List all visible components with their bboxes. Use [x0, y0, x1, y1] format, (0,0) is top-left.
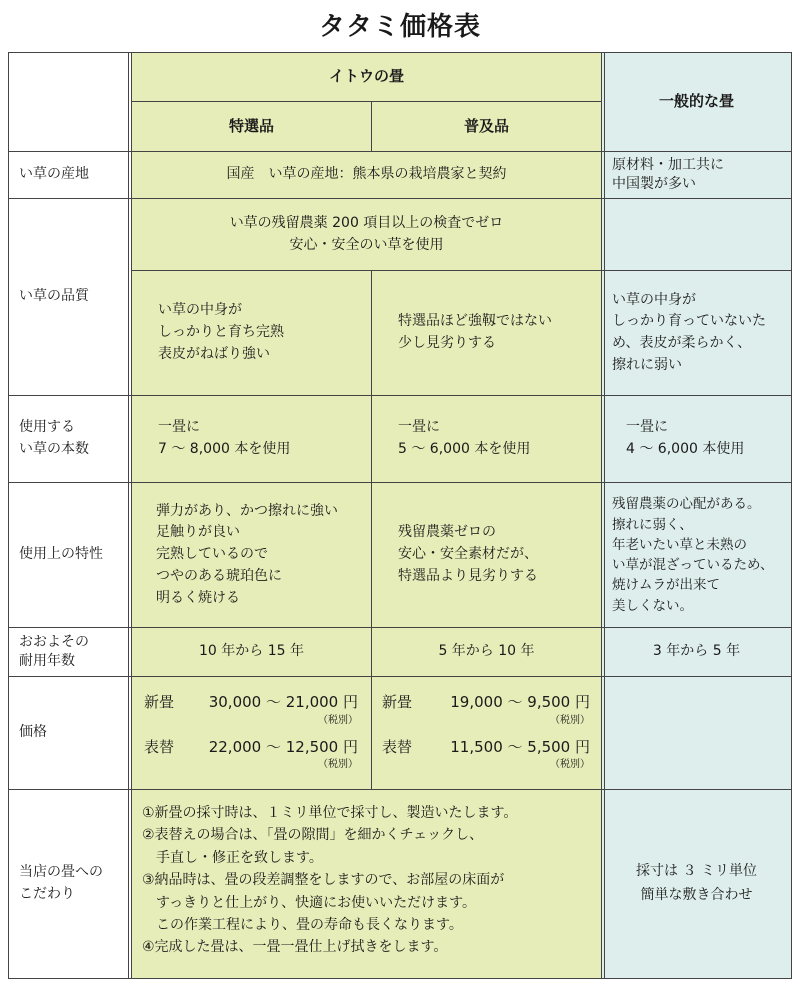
kodawari-item: ②表替えの場合は、「畳の隙間」を細かくチェックし、: [142, 827, 484, 844]
hinshitsu-common-line: 安心・安全のい草を使用: [289, 236, 444, 253]
hinshitsu-tokusen-line: い草の中身が: [158, 302, 242, 319]
header-corner: [8, 52, 132, 152]
double-rule-left: [128, 52, 129, 979]
kodawari-ippan: [601, 789, 792, 979]
price-range: 19,000 ～ 9,500 円: [450, 693, 590, 712]
kodawari-ippan-line: 採寸は ３ ミリ単位: [636, 863, 757, 880]
hinshitsu-ippan-line: 擦れに弱い: [612, 356, 682, 373]
tokusei-tokusen: [131, 482, 372, 628]
hinshitsu-ippan-line: い草の中身が: [612, 291, 696, 308]
kodawari-item: ①新畳の採寸時は、１ミリ単位で採寸し、製造いたします。: [142, 805, 518, 821]
double-rule-right: [604, 52, 605, 979]
honsu-tokusen-line: 一畳に: [158, 419, 200, 436]
tokusei-ippan-line: 残留農薬の心配がある。: [612, 496, 761, 513]
kodawari-item: ③納品時は、畳の段差調整をしますので、お部屋の床面が: [142, 872, 505, 889]
tokusei-fukyu-line: 安心・安全素材だが、: [398, 546, 538, 563]
tokusei-fukyu-line: 特選品より見劣りする: [398, 567, 538, 584]
price-line: [144, 691, 358, 714]
label-kodawari: [8, 789, 132, 979]
nensu-ippan: 3 年から 5 年: [601, 627, 792, 677]
kakaku-tokusen: [131, 676, 372, 790]
tokusei-tokusen-line: 完熟しているので: [156, 546, 268, 563]
kakaku-fukyu: [371, 676, 602, 790]
honsu-ippan: [601, 395, 792, 483]
honsu-tokusen: [131, 395, 372, 483]
hinshitsu-ippan-line: め、表皮が柔らかく、: [612, 335, 752, 351]
kodawari-item: すっきりと仕上がり、快適にお使いいただけます。: [142, 894, 477, 911]
tokusei-ippan-line: 焼けムラが出来て: [612, 577, 720, 594]
tax-note: （税別）: [550, 714, 590, 726]
price-range: 30,000 ～ 21,000 円: [208, 693, 358, 712]
hinshitsu-fukyu: [371, 270, 602, 396]
price-range: 22,000 ～ 12,500 円: [208, 738, 358, 756]
header-fukyu: 普及品: [371, 101, 602, 152]
price-kind: 新畳: [144, 693, 175, 712]
sanchi-ippan-line: 原材料・加工共に: [612, 157, 724, 174]
honsu-tokusen-line: 7 ～ 8,000 本を使用: [158, 441, 291, 457]
page-title: タタミ価格表: [318, 12, 481, 42]
honsu-fukyu-line: 5 ～ 6,000 本を使用: [398, 441, 531, 457]
header-ippan: 一般的な畳: [601, 52, 792, 152]
tax-note: （税別）: [318, 759, 358, 771]
kodawari-item: この作業工程により、畳の寿命も長くなります。: [142, 916, 463, 933]
label-nensu: [8, 627, 132, 677]
label-kodawari-line: 当店の畳への: [19, 864, 103, 881]
tokusei-ippan: [601, 482, 792, 628]
label-nensu-line: 耐用年数: [19, 653, 75, 669]
kodawari-item: 手直し・修正を致します。: [142, 849, 323, 866]
tokusei-ippan-line: 年老いたい草と未熟の: [612, 536, 747, 553]
honsu-ippan-line: 4 ～ 6,000 本使用: [626, 441, 745, 457]
hinshitsu-ippan: [601, 270, 792, 396]
tax-note: （税別）: [550, 759, 590, 771]
label-kodawari-line: こだわり: [19, 886, 75, 902]
hinshitsu-tokusen-line: 表皮がねばり強い: [158, 345, 270, 362]
tokusei-tokusen-line: 弾力があり、かつ擦れに強い: [156, 502, 338, 519]
kodawari-itou: [131, 789, 602, 979]
label-hinshitsu: い草の品質: [8, 198, 132, 396]
label-honsu-line: 使用する: [19, 419, 75, 436]
tokusei-tokusen-line: つやのある琥珀色に: [156, 567, 282, 584]
label-nensu-line: おおよその: [19, 634, 89, 651]
tokusei-ippan-line: い草が混ざっているため、: [612, 557, 774, 573]
price-kind: 表替: [144, 738, 175, 756]
hinshitsu-itou-common: [131, 198, 602, 271]
kakaku-ippan: [601, 676, 792, 790]
hinshitsu-fukyu-line: 少し見劣りする: [398, 335, 496, 351]
label-honsu-line: い草の本数: [19, 441, 89, 457]
nensu-tokusen: 10 年から 15 年: [131, 627, 372, 677]
honsu-fukyu: [371, 395, 602, 483]
tokusei-tokusen-line: 明るく焼ける: [156, 589, 240, 606]
hinshitsu-common-line: い草の残留農薬 200 項目以上の検査でゼロ: [229, 214, 504, 231]
tokusei-tokusen-line: 足触りが良い: [156, 524, 240, 541]
tokusei-ippan-line: 美しくない。: [612, 597, 693, 614]
tax-note: （税別）: [318, 714, 358, 726]
sanchi-itou: 国産 い草の産地：熊本県の栽培農家と契約: [131, 151, 602, 199]
hinshitsu-tokusen: [131, 270, 372, 396]
hinshitsu-ippan-top: [601, 198, 792, 271]
honsu-fukyu-line: 一畳に: [398, 419, 440, 436]
price-line: [382, 736, 590, 759]
label-kakaku: 価格: [8, 676, 132, 790]
sanchi-ippan-line: 中国製が多い: [612, 176, 696, 192]
header-tokusen: 特選品: [131, 101, 372, 152]
price-line: [144, 736, 358, 759]
honsu-ippan-line: 一畳に: [626, 419, 668, 436]
kodawari-item: ④完成した畳は、一畳一畳仕上げ拭きをします。: [142, 939, 448, 956]
price-kind: 新畳: [382, 693, 413, 712]
tokusei-fukyu: [371, 482, 602, 628]
hinshitsu-ippan-line: しっかり育っていないた: [612, 313, 766, 330]
kodawari-ippan-line: 簡単な敷き合わせ: [640, 887, 753, 903]
tokusei-ippan-line: 擦れに弱く、: [612, 516, 693, 533]
hinshitsu-fukyu-line: 特選品ほど強靱ではない: [398, 313, 552, 330]
sanchi-ippan: [601, 151, 792, 199]
price-line: [382, 691, 590, 714]
header-itou: イトウの畳: [131, 52, 602, 102]
tokusei-fukyu-line: 残留農薬ゼロの: [398, 524, 496, 541]
label-tokusei: 使用上の特性: [8, 482, 132, 628]
price-kind: 表替: [382, 738, 413, 756]
nensu-fukyu: 5 年から 10 年: [371, 627, 602, 677]
price-range: 11,500 ～ 5,500 円: [450, 738, 590, 756]
label-honsu: [8, 395, 132, 483]
label-sanchi: い草の産地: [8, 151, 132, 199]
hinshitsu-tokusen-line: しっかりと育ち完熟: [158, 324, 284, 341]
